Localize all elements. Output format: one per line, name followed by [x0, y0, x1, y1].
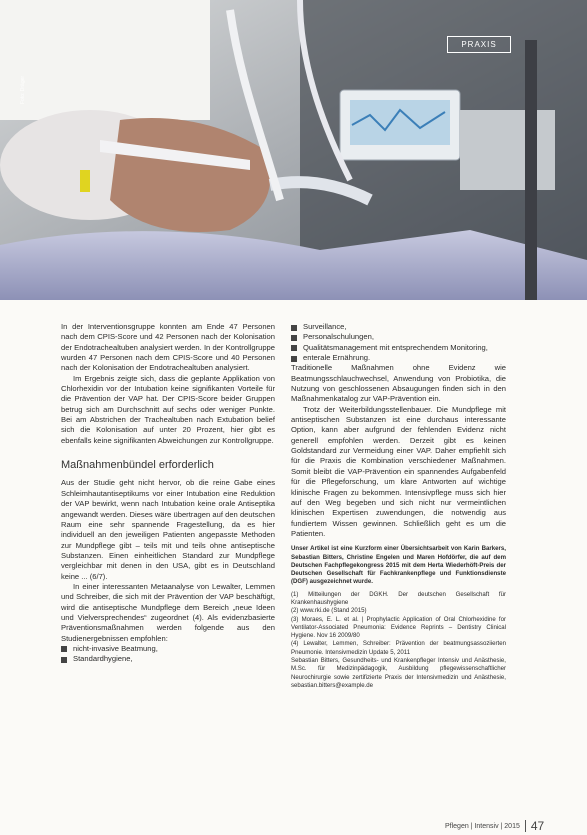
list-item: nicht-invasive Beatmung, [61, 644, 275, 654]
section-label: PRAXIS [447, 36, 511, 53]
paragraph: Trotz der Weiterbildungsstellenbauer. Die Mundpflege mit antiseptischen Substanzen ist eine durchaus interessante Option, kann aber aufgrund der fehlenden Evidenz nicht generell empfohlen werden. Derzeit gibt es keinen Goldstandard zur Vermeidung einer VAP. Daher empfiehlt sich für die Praxis die Kombination verschiedener Maßnahmen. Somit bleibt die VAP-Prävention ein spannendes Aufgabenfeld für die Pflegeforschung, um klare Antworten auf wichtige klinische Fragen zu bekommen. Intensivpflege muss sich hier auf den Weg begeben und sich nicht nur vermeintlichen klinischen Expertisen zuwendungen, die notwendig aus fundiertem Wissen gewinnen. Schließlich geht es um die Patienten. [291, 404, 506, 538]
section-heading: Maßnahmenbündel erforderlich [61, 459, 214, 472]
references [291, 591, 506, 657]
page-footer [445, 819, 544, 833]
reference-item: (4) Lewalter, Lemmen, Schreiber: Prävention der beatmungsassoziierten Pneumonie. Intensivmedizin Update 5, 2011 [291, 640, 506, 656]
reference-item: (2) www.rki.de (Stand 2015) [291, 607, 367, 615]
reference-item: (3) Moraes, E. L. et al. | Prophylactic Application of Oral Chlorhexidine for Ventilator-Associated Pneumonia: Evidence Reprints – Dentistry Clinical Hygiene. Nov 16 2009/80 [291, 615, 506, 640]
right-column [291, 322, 506, 690]
bullet-list [61, 644, 275, 665]
paragraph: Traditionelle Maßnahmen ohne Evidenz wie Beatmungsschlauchwechsel, Anwendung von Probiotika, die Nutzung von geschlossenen Absaugungen finden sich in den Maßnahmenkatalog zur VAP-Prävention ein. [291, 363, 506, 404]
paragraph: In der Interventionsgruppe konnten am Ende 47 Personen nach dem CPIS-Score und 42 Personen nach der Kolonisation der Endotrachealtuben analysiert werden. In der Kontrollgruppe wurden 47 Personen nach dem CPIS-Score und 40 Personen nach der Kolonisation der Endotrachealtuben analysiert. [61, 322, 275, 373]
list-item: Standardhygiene, [61, 654, 275, 664]
paragraph: Im Ergebnis zeigte sich, dass die geplante Applikation von Chlorhexidin vor der Intubation keine signifikanten Vorteile für die Prävention der VAP hat. Der CPIS-Score beider Gruppen betrug sich am Durchschnitt auf sechs oder weniger Punkte. Bei am Abstrichen der Trachealtuben nach Extubation belief sich die Kolonisation auf unter 20 Prozent, hier gibt es ebenfalls keine signifikanten Abweichungen zur Kontrollgruppe. [61, 373, 275, 445]
author-note: Sebastian Bitters, Gesundheits- und Krankenpfleger Intensiv und Anästhesie, M.Sc. für Medizinpädagogik, Ausbildung pflegewissenschaftlicher Neurochirurgie sowie zertifizierte Praxis der Intensivmedizin und Anästhesie, sebastian.bitters@example.de [291, 657, 506, 689]
article-note: Unser Artikel ist eine Kurzform einer Übersichtsarbeit von Karin Barkers, Sebastian Bitters, Christine Engelen und Maren Hofdörfer, die auf dem Deutschen Fachpflegekongress 2015 mit dem Herta Wiederhöft-Preis der Deutschen Gesellschaft für Fachkrankenpflege und Funktionsdienste (DGF) ausgezeichnet wurde. [291, 545, 506, 586]
paragraph: Aus der Studie geht nicht hervor, ob die reine Gabe eines Schleimhautantiseptikums vor einer Intubation eine Reduktion der VAP bewirkt, wenn nach Intubation keine orale Antiseptika angewandt werden. Dieses wäre übertragen auf den deutschen Raum eine sehr spannende Fragestellung, da es hier individuell an den jeweiligen Patienten angepasste Methoden zur Mundpflege gibt – teils mit und teils ohne antiseptische Substanzen. Einen einheitlichen Standard zur Mundpflege vergleichbar mit denen in den USA, gibt es in Deutschland keine ... (6/7). [61, 478, 275, 581]
bullet-list [291, 322, 506, 363]
info-box [291, 545, 506, 690]
page-number: 47 [530, 819, 545, 833]
list-item: Qualitätsmanagement mit entsprechendem Monitoring, [291, 343, 506, 353]
list-item: Personalschulungen, [291, 332, 506, 342]
footer-divider [525, 820, 526, 832]
reference-item: (1) Mitteilungen der DGKH. Der deutschen Gesellschaft für Krankenhaushygiene [291, 590, 506, 606]
magazine-issue: Pflegen | Intensiv | 2015 [445, 822, 520, 830]
paragraph: In einer interessanten Metaanalyse von Lewalter, Lemmen und Schreiber, die sich mit der Prävention der VAP beschäftigt, wird die antiseptische Mundpflege dem Bereich „neue Ideen und Vielversprechendes“ zugeordnet (4). Als evidenzbasierte Präventionsmaßnahmen werden folgende aus den Studienergebnissen empfohlen: [61, 581, 275, 643]
left-column [61, 322, 275, 665]
hero-photo [0, 0, 587, 300]
list-item: Surveillance, [291, 322, 506, 332]
photo-credit: Foto: Dräger [20, 75, 26, 104]
list-item: enterale Ernährung. [291, 353, 506, 363]
